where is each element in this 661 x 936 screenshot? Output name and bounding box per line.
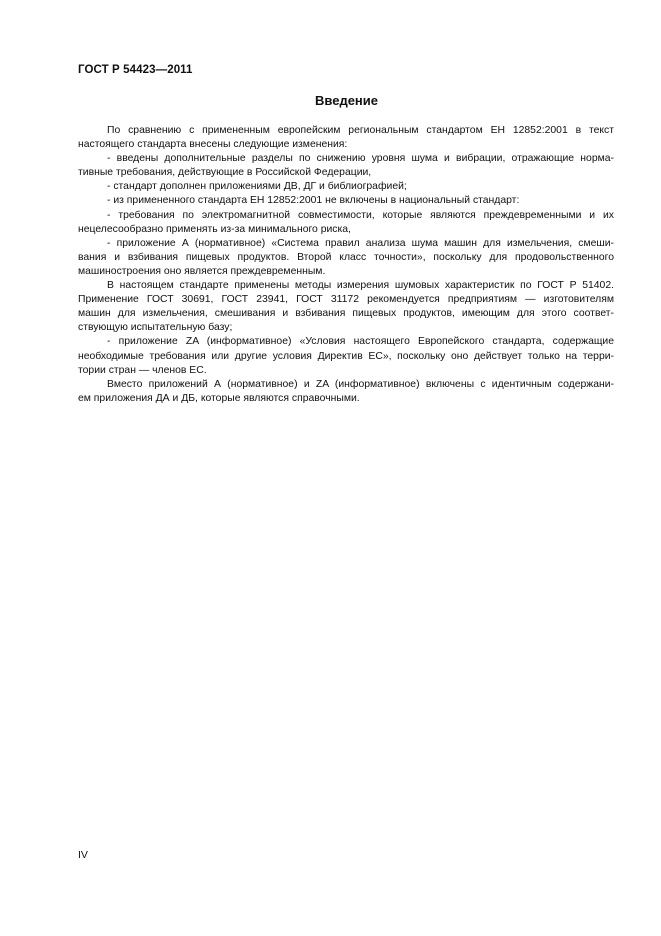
paragraph-line: Вместо приложений А (нормативное) и ZA (информативное) включены с идентичным содержани- — [107, 378, 614, 390]
paragraph-line: По сравнению с примененным европейским региональным стандартом ЕН 12852:2001 в текст — [107, 125, 614, 136]
list-item-line: - введены дополнительные разделы по снижению уровня шума и вибрации, отражающие норма- — [107, 153, 614, 165]
list-item-line: - стандарт дополнен приложениями ДВ, ДГ и библиографией; — [107, 181, 407, 193]
paragraph-line: настоящего стандарта внесены следующие изменения: — [78, 139, 348, 151]
list-item-line: - приложение А (нормативное) «Система правил анализа шума машин для измельчения, смеши- — [107, 237, 614, 249]
list-item-line: - из примененного стандарта ЕН 12852:2001 не включены в национальный стандарт: — [107, 195, 520, 207]
list-item-line: тивные требования, действующие в Российской Федерации, — [78, 167, 372, 179]
page-number: IV — [78, 849, 88, 861]
list-item-line: - приложение ZA (информативное) «Условия настоящего Европейского стандарта, содержащие — [107, 336, 614, 348]
list-item-line: необходимые требования или другие условия Директив ЕС», поскольку оно действует только на терри- — [78, 350, 614, 362]
introduction-body — [78, 124, 614, 406]
paragraph-line: Применение ГОСТ 30691, ГОСТ 23941, ГОСТ 31172 рекомендуется предприятиям — изготовителям — [78, 294, 614, 306]
list-item-line: вания и взбивания пищевых продуктов. Второй класс точности», поскольку для продовольственного — [78, 251, 614, 263]
list-item-line: тории стран — членов ЕС. — [78, 364, 207, 376]
paragraph-line: машин для измельчения, смешивания и взбивания пищевых продуктов, имеющим для этого соответ- — [78, 308, 614, 320]
document-header: ГОСТ Р 54423—2011 — [78, 64, 193, 76]
list-item-line: - требования по электромагнитной совместимости, которые являются преждевременными и их — [107, 209, 614, 221]
paragraph-line: ем приложения ДА и ДБ, которые являются справочными. — [78, 392, 360, 404]
section-title: Введение — [315, 93, 378, 108]
paragraph-line: В настоящем стандарте применены методы измерения шумовых характеристик по ГОСТ Р 51402. — [107, 280, 614, 292]
paragraph-line: ствующую испытательную базу; — [78, 322, 233, 334]
list-item-line: машиностроения оно является преждевременным. — [78, 265, 326, 277]
list-item-line: нецелесообразно применять из-за минимального риска, — [78, 223, 351, 235]
